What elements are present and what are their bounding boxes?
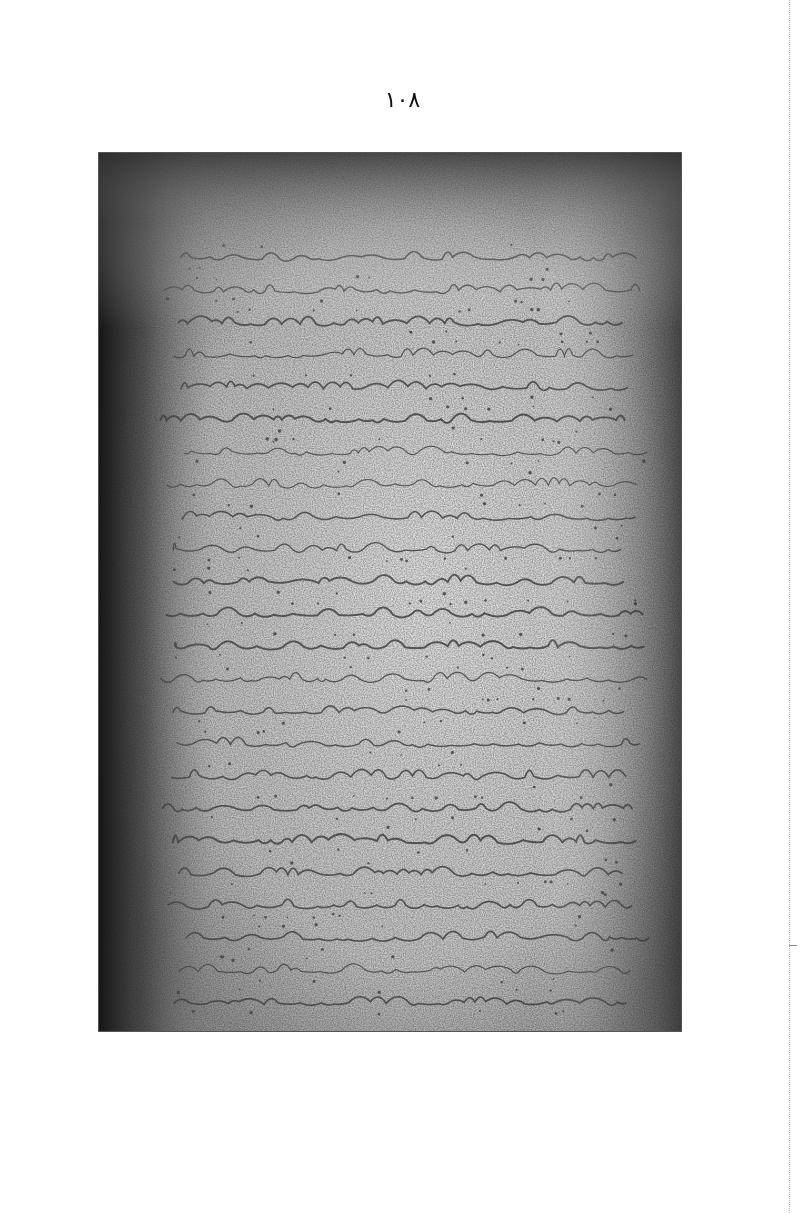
page-number: ١٠٨ [384,88,421,113]
manuscript-photo [98,152,682,1032]
page-edge-rule [789,0,790,1213]
page-edge-tick [789,945,797,946]
manuscript-image [99,153,681,1031]
